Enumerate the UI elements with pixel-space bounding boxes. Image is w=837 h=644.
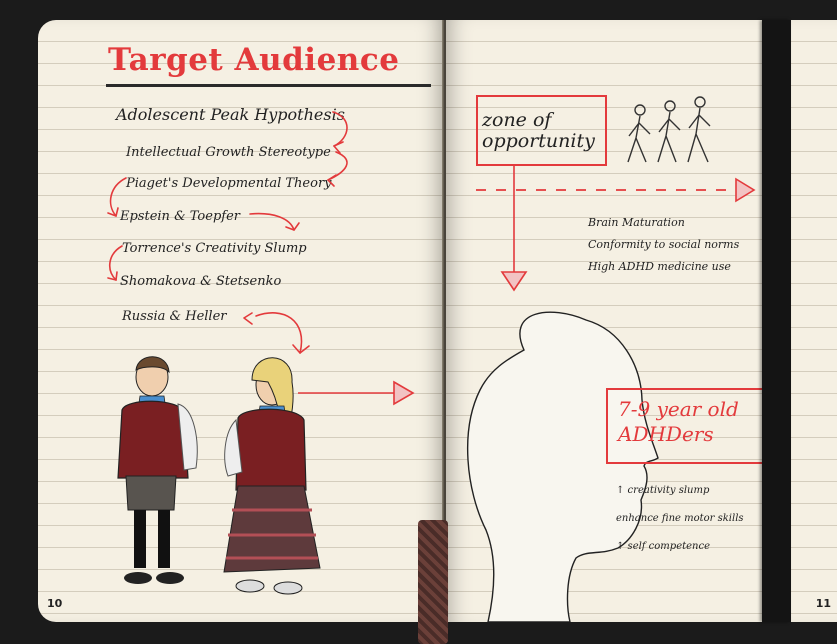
hypothesis-item: Adolescent Peak Hypothesis (116, 105, 345, 124)
maturation-facts (588, 212, 739, 278)
benefit-list (616, 477, 744, 561)
walking-people-icon (628, 97, 710, 162)
benefit-item: ↑ creativity slump (616, 485, 710, 496)
hypothesis-item: Epstein & Toepfer (120, 209, 240, 224)
student-boy (118, 357, 197, 584)
target-label: 7-9 year old ADHDers (618, 397, 739, 446)
head-silhouette (468, 312, 658, 622)
arrow-down-icon (502, 165, 526, 290)
benefit-item: ↑ self competence (616, 541, 711, 552)
benefit-item: enhance fine motor skills (616, 513, 744, 524)
hypothesis-item: Torrence's Creativity Slump (122, 241, 307, 256)
hypothesis-item: Russia & Heller (122, 309, 227, 324)
students-illustration (38, 20, 444, 622)
fact-item: Brain Maturation (588, 216, 685, 229)
page-number: 11 (815, 597, 831, 610)
fact-item: Conformity to social norms (588, 238, 740, 251)
fact-item: High ADHD medicine use (588, 260, 731, 273)
bookmark-ribbon (418, 520, 448, 644)
page-title: Target Audience (108, 42, 400, 78)
page-number: 10 (47, 597, 63, 610)
left-page (38, 20, 444, 622)
hypothesis-item: Intellectual Growth Stereotype (126, 145, 331, 160)
arrow-right-icon (298, 382, 413, 404)
hypothesis-item: Shomakova & Stetsenko (120, 274, 282, 289)
dashed-arrow-right-icon (476, 179, 754, 201)
zone-label: zone of opportunity (482, 109, 595, 152)
hypothesis-item: Piaget's Developmental Theory (126, 176, 332, 191)
elastic-strap (762, 20, 791, 622)
